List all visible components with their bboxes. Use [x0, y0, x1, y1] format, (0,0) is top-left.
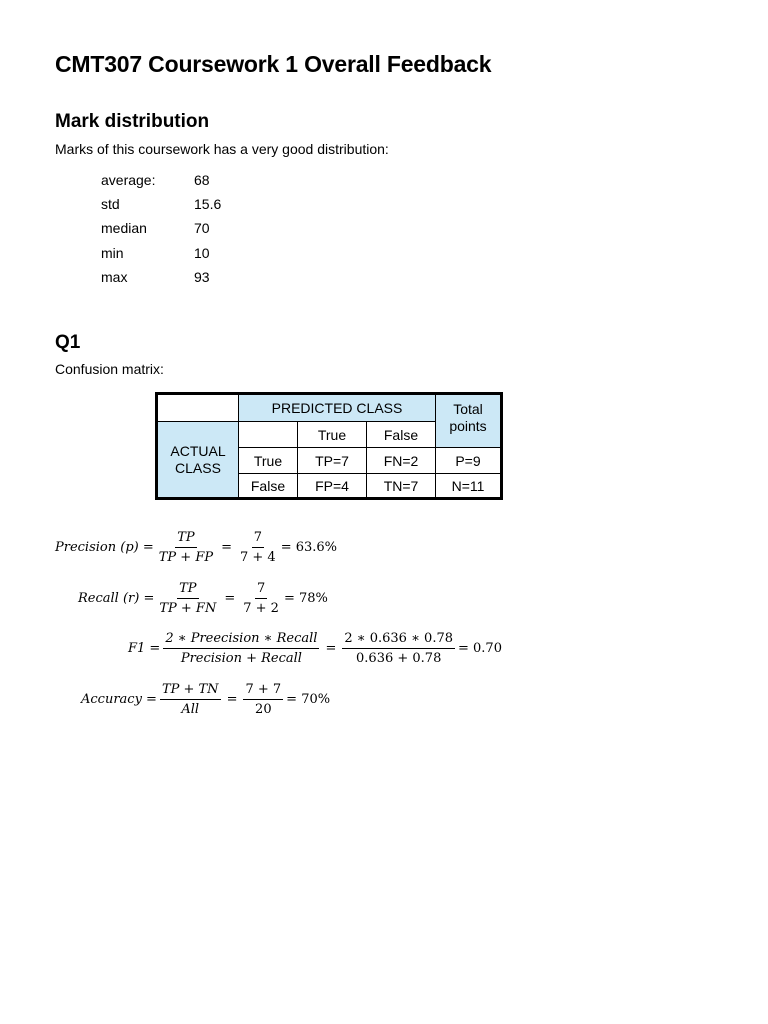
- fraction: $\frac{7 + 7}{20}$: [245, 682, 282, 717]
- cell-fp: FP=4: [298, 474, 367, 499]
- col-false-header: False: [367, 422, 436, 448]
- formula-result: = 70%: [286, 692, 331, 707]
- cell-tp: TP=7: [298, 448, 367, 474]
- cell-fn: FN=2: [367, 448, 436, 474]
- actual-class-header: ACTUAL CLASS: [157, 422, 239, 499]
- formula-lhs: Accuracy =: [81, 692, 157, 707]
- accuracy-formula: Accuracy = $\frac{TP + TN}{\text{All}}$ = $\frac{7 + 7}{20}$ = 70%: [81, 682, 331, 717]
- matrix-blank: [239, 422, 298, 448]
- cell-n: N=11: [436, 474, 502, 499]
- stat-label: max: [101, 268, 128, 285]
- stat-value: 70: [194, 220, 210, 237]
- q1-intro: Confusion matrix:: [55, 361, 164, 377]
- formula-result: = 0.70: [458, 641, 502, 656]
- col-true-header: True: [298, 422, 367, 448]
- stat-value: 10: [194, 244, 210, 261]
- precision-formula: Precision (p) = $\frac{TP}{TP + FP}$ = $\frac{7}{7 + 4}$ = 63.6%: [55, 530, 338, 565]
- q1-heading: Q1: [55, 332, 81, 353]
- stat-value: 15.6: [194, 196, 222, 213]
- formula-result: = 78%: [283, 591, 328, 606]
- stat-value: 93: [194, 268, 210, 285]
- page-title: CMT307 Coursework 1 Overall Feedback: [55, 51, 492, 77]
- row-true-header: True: [239, 448, 298, 474]
- mark-distribution-intro: Marks of this coursework has a very good distribution:: [55, 141, 389, 157]
- fraction: $\frac{7}{7 + 4}$: [240, 530, 276, 565]
- stat-label: median: [101, 220, 147, 237]
- fraction: $\frac{2 ∗ 0.636 ∗ 0.78}{0.636 + 0.78}$: [344, 631, 453, 666]
- stat-label: average:: [101, 172, 156, 188]
- fraction: $\frac{TP + TN}{\text{All}}$: [161, 682, 219, 717]
- formula-lhs: F1 =: [128, 641, 161, 656]
- mark-distribution-heading: Mark distribution: [55, 111, 210, 132]
- f1-formula: F1 = $\frac{\text{2 ∗ Preecision ∗ Recall}}{\text{Precision + Recall}}$ = $\frac{2 ∗ 0.636 ∗ 0.78}{0.636 + 0.78}$ = 0.70: [128, 631, 502, 666]
- matrix-corner: [157, 394, 239, 422]
- predicted-class-header: PREDICTED CLASS: [239, 394, 436, 422]
- cell-p: P=9: [436, 448, 502, 474]
- fraction: $\frac{TP}{TP + FN}$: [159, 581, 217, 616]
- row-false-header: False: [239, 474, 298, 499]
- cell-tn: TN=7: [367, 474, 436, 499]
- confusion-matrix: [155, 392, 503, 500]
- formula-lhs: Precision (p) =: [55, 540, 154, 555]
- formula-result: = 63.6%: [280, 540, 338, 555]
- recall-formula: Recall (r) = $\frac{TP}{TP + FN}$ = $\frac{7}{7 + 2}$ = 78%: [78, 581, 328, 616]
- total-points-header: Total points: [436, 394, 502, 448]
- stat-label: std: [101, 196, 120, 213]
- fraction: $\frac{7}{7 + 2}$: [243, 581, 279, 616]
- fraction: $\frac{\text{2 ∗ Preecision ∗ Recall}}{\text{Precision + Recall}}$: [165, 631, 318, 666]
- stat-label: min: [101, 244, 124, 261]
- fraction: $\frac{TP}{TP + FP}$: [158, 530, 214, 565]
- formula-lhs: Recall (r) =: [78, 591, 155, 606]
- stat-value: 68: [194, 172, 210, 188]
